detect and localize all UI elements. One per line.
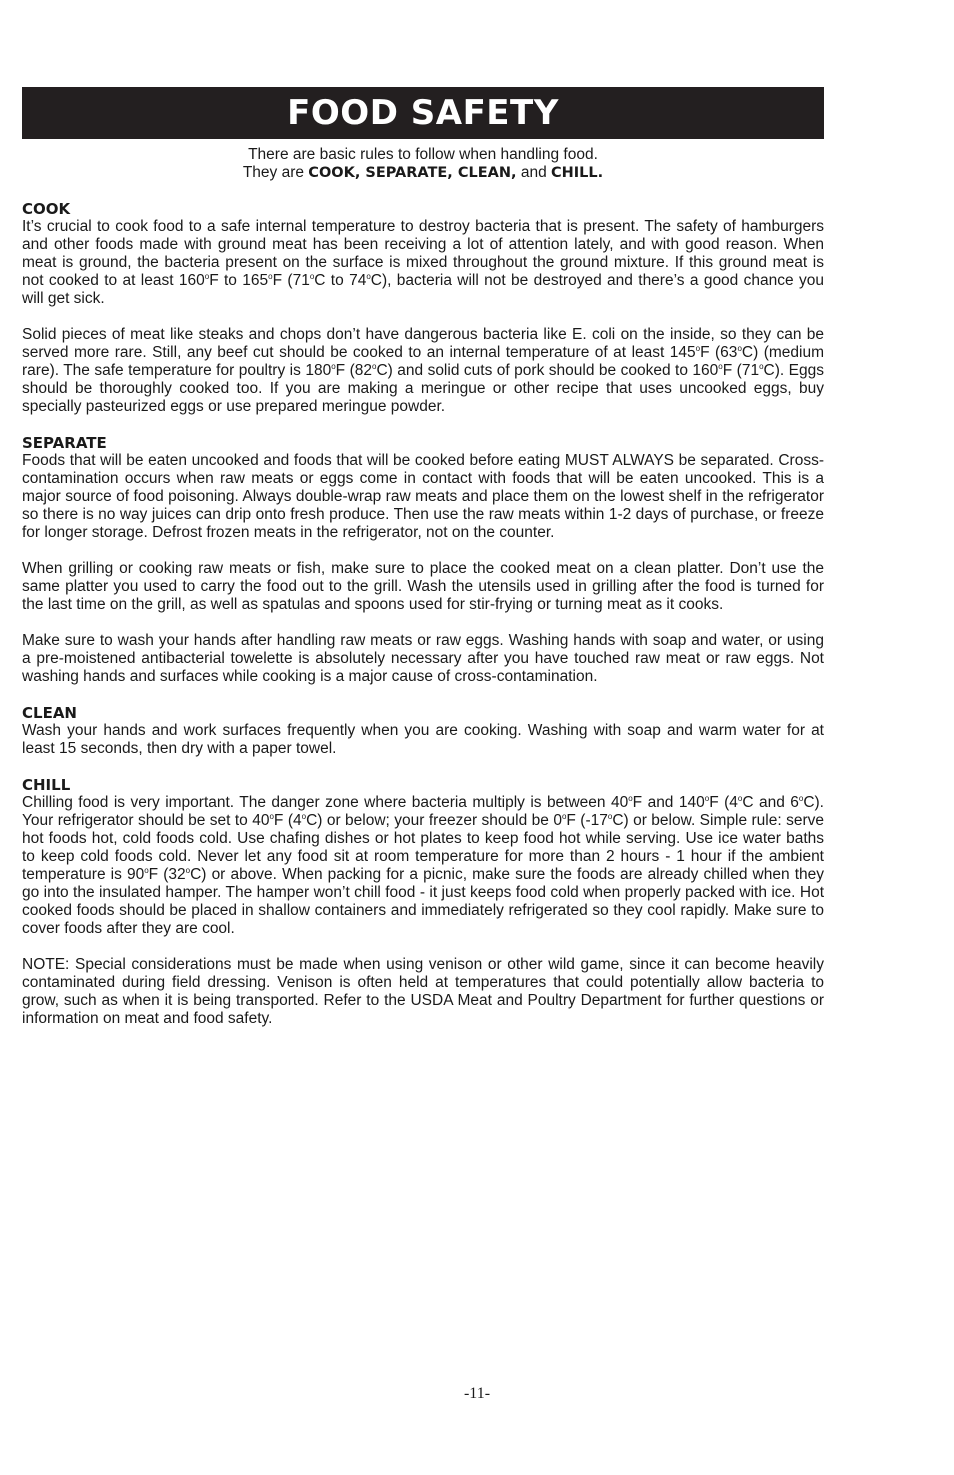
- intro-last-rule: CHILL.: [551, 165, 604, 181]
- section-heading-separate: SEPARATE: [22, 434, 107, 452]
- paragraph: It’s crucial to cook food to a safe internal temperature to destroy bacteria that is present. The safety of hamburgers and other foods made with ground meat has been receiving a lot of attention lately, and with good reason. When meat is ground, the bacteria present on the surface is mixed throughout the ground mixture. If this ground meat is not cooked to at least 160$^o$F to 165$^o$F (71$^o$C to 74$^o$C), bacteria will not be destroyed and there’s a good chance you will get sick.: [22, 218, 824, 307]
- intro-prefix: They are: [242, 164, 309, 181]
- degree-mark: o: [144, 866, 149, 875]
- note-paragraph: NOTE: Special considerations must be made when using venison or other wild game, since it can become heavily contaminated during field dressing. Venison is often held at temperatures that could potentially allow bacteria to grow, such as when it is being transported. Refer to the USDA Meat and Poultry Department for further questions or information on meat and food safety.: [22, 956, 824, 1027]
- degree-mark: o: [695, 344, 701, 353]
- degree-mark: o: [366, 272, 371, 281]
- degree-mark: o: [204, 272, 210, 281]
- degree-mark: o: [798, 794, 804, 803]
- section-separate: [22, 434, 824, 686]
- intro: [22, 146, 824, 182]
- paragraph: Make sure to wash your hands after handling raw meats or raw eggs. Washing hands with soap and water, or using a pre-moistened antibacterial towelette is absolutely necessary after you have touched raw meat or raw eggs. Not washing hands and surfaces while cooking is a major cause of cross-contamination.: [22, 632, 824, 685]
- paragraph: Foods that will be eaten uncooked and foods that will be cooked before eating MUST ALWAYS be separated. Cross-contamination occurs when raw meats or eggs come in contact with foods that will be eaten uncooked. This is a major source of food poisoning. Always double-wrap raw meats and place them on the lowest shelf in the refrigerator so there is no way juices can drip onto fresh produce. Then use the raw meats within 1-2 days of purchase, or freeze for longer storage. Defrost frozen meats in the refrigerator, not on the counter.: [22, 452, 824, 541]
- degree-mark: o: [759, 362, 764, 371]
- page-title: FOOD SAFETY: [287, 93, 559, 133]
- paragraph: Chilling food is very important. The danger zone where bacteria multiply is between 40$^o$F and 140$^o$F (4$^o$C and 6$^o$C). Your refrigerator should be set to 40$^o$F (4$^o$C) or below; your freezer should be 0$^o$F (-17$^o$C) or below. Simple rule: serve hot foods hot, cold foods cold. Use chafing dishes or hot plates to keep food hot while serving. Use ice water baths to keep cold foods cold. Never let any food sit at room temperature for more than 2 hours - 1 hour if the ambient temperature is 90$^o$F (32$^o$C) or above. When packing for a picnic, make sure the foods are already chilled when they go into the insulated hamper. The hamper won’t chill food - it just keeps food cold when properly packed with ice. Hot cooked foods should be placed in shallow containers and immediately refrigerated so they cool rapidly. Make sure to cover foods after they are cool.: [22, 794, 824, 937]
- degree-mark: o: [704, 794, 710, 803]
- intro-line-2: [22, 164, 824, 182]
- title-banner: [22, 87, 824, 139]
- section-heading-cook: COOK: [22, 200, 71, 218]
- degree-mark: o: [371, 362, 377, 371]
- paragraph: Solid pieces of meat like steaks and chops don’t have dangerous bacteria like E. coli on the inside, so they can be served more rare. Still, any beef cut should be cooked to an internal temperature of at least 145$^o$F (63$^o$C) (medium rare). The safe temperature for poultry is 180$^o$F (82$^o$C) and solid cuts of pork should be cooked to 160$^o$F (71$^o$C). Eggs should be thoroughly cooked too. If you are making a meringue or other recipe that uses uncooked eggs, buy specially pasteurized eggs or use prepared meringue powder.: [22, 326, 824, 415]
- intro-line-1: There are basic rules to follow when handling food.: [248, 146, 598, 163]
- degree-mark: o: [268, 272, 273, 281]
- degree-mark: o: [718, 362, 723, 371]
- degree-mark: o: [269, 812, 274, 821]
- paragraph: When grilling or cooking raw meats or fish, make sure to place the cooked meat on a clean platter. Don’t use the same platter you used to carry the food out to the grill. Wash the utensils used in grilling after the food is turned for the last time on the grill, as well as spatulas and spoons used for stir-frying or turning meat as it cooks.: [22, 560, 824, 613]
- degree-mark: o: [185, 866, 191, 875]
- degree-mark: o: [737, 794, 743, 803]
- degree-mark: o: [737, 344, 742, 353]
- paragraph: Wash your hands and work surfaces frequently when you are cooking. Washing with soap and warm water for at least 15 seconds, then dry with a paper towel.: [22, 722, 824, 757]
- section-clean: [22, 704, 824, 758]
- section-cook: [22, 200, 824, 416]
- degree-mark: o: [331, 362, 336, 371]
- degree-mark: o: [628, 794, 633, 803]
- section-heading-chill: CHILL: [22, 776, 71, 794]
- intro-rules: COOK, SEPARATE, CLEAN,: [308, 165, 517, 181]
- degree-mark: o: [309, 272, 315, 281]
- page-number: -11-: [463, 1385, 491, 1402]
- degree-mark: o: [561, 812, 567, 821]
- degree-mark: o: [607, 812, 613, 821]
- degree-mark: o: [301, 812, 307, 821]
- content: [22, 200, 824, 1046]
- section-heading-clean: CLEAN: [22, 704, 77, 722]
- section-chill: [22, 776, 824, 1028]
- intro-and: and: [516, 164, 551, 181]
